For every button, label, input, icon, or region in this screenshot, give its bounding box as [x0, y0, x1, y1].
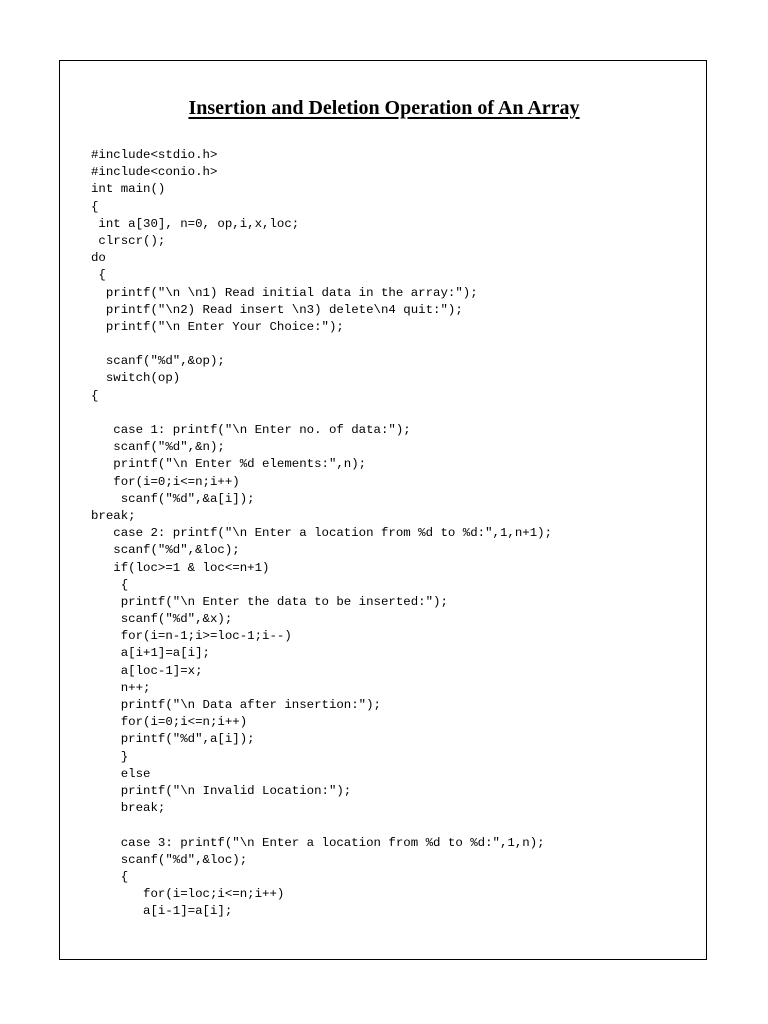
code-line: scanf("%d",&loc); [91, 543, 240, 558]
code-line: for(i=n-1;i>=loc-1;i--) [91, 629, 292, 644]
code-line: printf("\n Enter the data to be inserted:"); [91, 594, 448, 609]
code-line: printf("\n Enter Your Choice:"); [91, 319, 344, 334]
code-line: printf("\n \n1) Read initial data in the array:"); [91, 285, 478, 300]
code-line: scanf("%d",&n); [91, 440, 225, 455]
code-line: break; [91, 508, 136, 523]
code-line: a[i+1]=a[i]; [91, 646, 210, 661]
code-line: a[i-1]=a[i]; [91, 904, 233, 919]
code-line [91, 405, 691, 422]
code-line: case 1: printf("\n Enter no. of data:"); [91, 423, 411, 437]
code-line: scanf("%d",&a[i]); [91, 491, 255, 506]
code-line: a[loc-1]=x; [91, 663, 203, 678]
code-line: #include<stdio.h> [91, 148, 218, 162]
code-line: { [91, 388, 99, 403]
code-listing [91, 147, 691, 920]
code-line: { [91, 869, 129, 884]
code-line: int a[30], n=0, op,i,x,loc; [91, 216, 300, 231]
code-line [91, 336, 691, 353]
code-line: #include<conio.h> [91, 165, 218, 180]
code-line [91, 817, 691, 834]
code-line: scanf("%d",&loc); [91, 852, 248, 867]
code-line: else [91, 766, 151, 781]
code-line: for(i=loc;i<=n;i++) [91, 887, 285, 902]
code-line: { [91, 268, 106, 283]
code-line: for(i=0;i<=n;i++) [91, 474, 240, 489]
code-line: printf("\n Data after insertion:"); [91, 698, 381, 712]
code-line: printf("%d",a[i]); [91, 732, 255, 747]
document-title: Insertion and Deletion Operation of An Array [188, 97, 580, 119]
code-line: break; [91, 801, 166, 816]
code-line: case 2: printf("\n Enter a location from %d to %d:",1,n+1); [91, 526, 553, 541]
code-line: scanf("%d",&x); [91, 612, 233, 627]
code-line: { [91, 577, 129, 592]
code-line: printf("\n Enter %d elements:",n); [91, 457, 367, 472]
code-line: n++; [91, 680, 151, 695]
code-line: printf("\n Invalid Location:"); [91, 783, 352, 798]
code-line: } [91, 749, 129, 764]
code-line: scanf("%d",&op); [91, 354, 225, 369]
code-line: for(i=0;i<=n;i++) [91, 715, 248, 730]
code-line: printf("\n2) Read insert \n3) delete\n4 quit:"); [91, 302, 463, 317]
code-line: case 3: printf("\n Enter a location from %d to %d:",1,n); [91, 835, 545, 850]
code-line: switch(op) [91, 371, 181, 386]
code-line: int main() [91, 182, 166, 197]
code-line: { [91, 199, 99, 214]
code-line: if(loc>=1 & loc<=n+1) [91, 560, 270, 575]
code-line: do [91, 251, 106, 266]
code-line: clrscr(); [91, 233, 166, 248]
